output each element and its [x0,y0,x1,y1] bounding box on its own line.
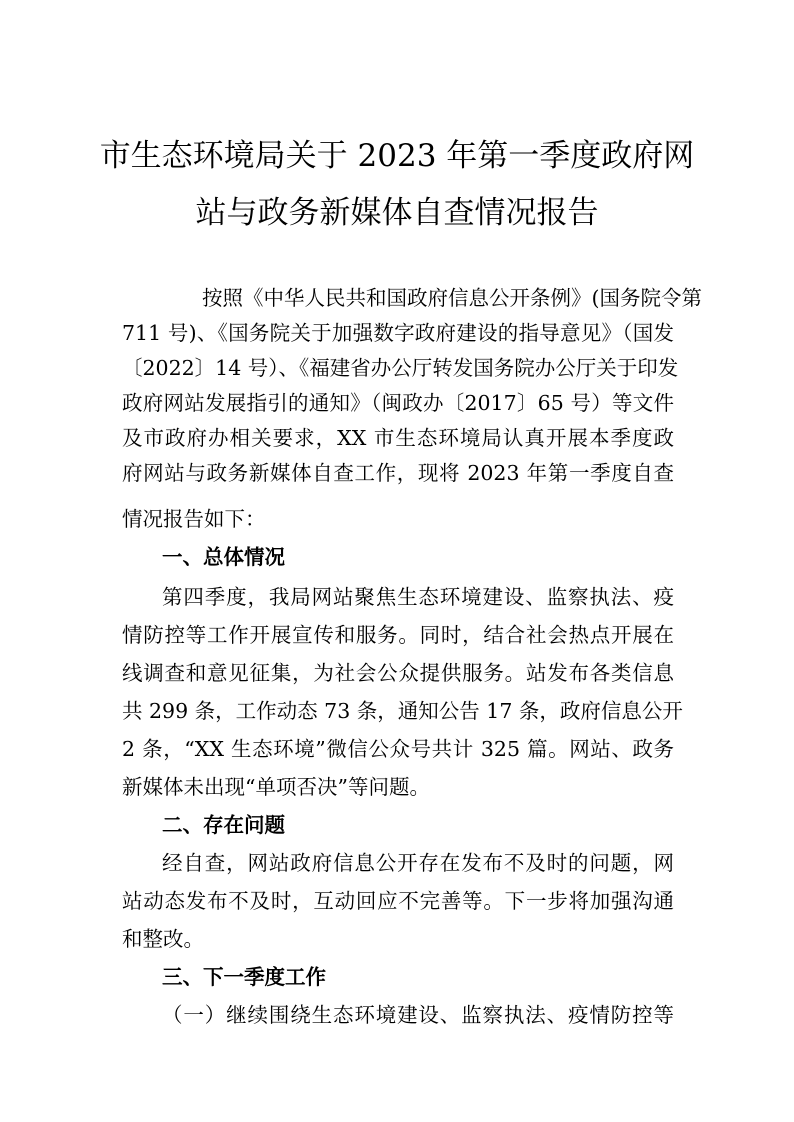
section1-line: 线调查和意见征集，为社会公众提供服务。站发布各类信息 [122,661,674,685]
intro-line: 711 号)、《国务院关于加强数字政府建设的指导意见》（国发 [122,321,674,345]
section-heading-overview: 一、总体情况 [162,545,285,569]
section1-line: 共 299 条，工作动态 73 条，通知公告 17 条，政府信息公开 [122,699,683,723]
intro-line: 按照《中华人民共和国政府信息公开条例》(国务院令第 [202,286,702,310]
section1-line: 情防控等工作开展宣传和服务。同时，结合社会热点开展在 [122,623,674,647]
section3-line: （一）继续围绕生态环境建设、监察执法、疫情防控等 [162,1003,674,1027]
section2-line: 站动态发布不及时，互动回应不完善等。下一步将加强沟通 [122,889,674,913]
section-heading-issues: 二、存在问题 [162,813,285,837]
section1-line: 第四季度，我局网站聚焦生态环境建设、监察执法、疫 [162,585,674,609]
section1-line: 2 条，“XX 生态环境”微信公众号共计 325 篇。网站、政务 [122,737,674,761]
section-heading-next-quarter: 三、下一季度工作 [162,965,326,989]
section1-line: 新媒体未出现“单项否决”等问题。 [122,775,430,799]
intro-line: 情况报告如下： [122,507,266,531]
document-title-line-2: 站与政务新媒体自查情况报告 [195,195,599,231]
intro-line: 府网站与政务新媒体自查工作，现将 2023 年第一季度自查 [122,461,674,485]
document-title-line-1: 市生态环境局关于 2023 年第一季度政府网 [99,138,695,174]
intro-line: 政府网站发展指引的通知》（闽政办〔2017〕65 号）等文件 [122,391,674,415]
intro-line: 〔2022〕14 号）、《福建省办公厅转发国务院办公厅关于印发 [122,356,679,380]
section2-line: 经自查，网站政府信息公开存在发布不及时的问题，网 [162,851,674,875]
section2-line: 和整改。 [122,927,204,951]
intro-line: 及市政府办相关要求，XX 市生态环境局认真开展本季度政 [122,426,674,450]
